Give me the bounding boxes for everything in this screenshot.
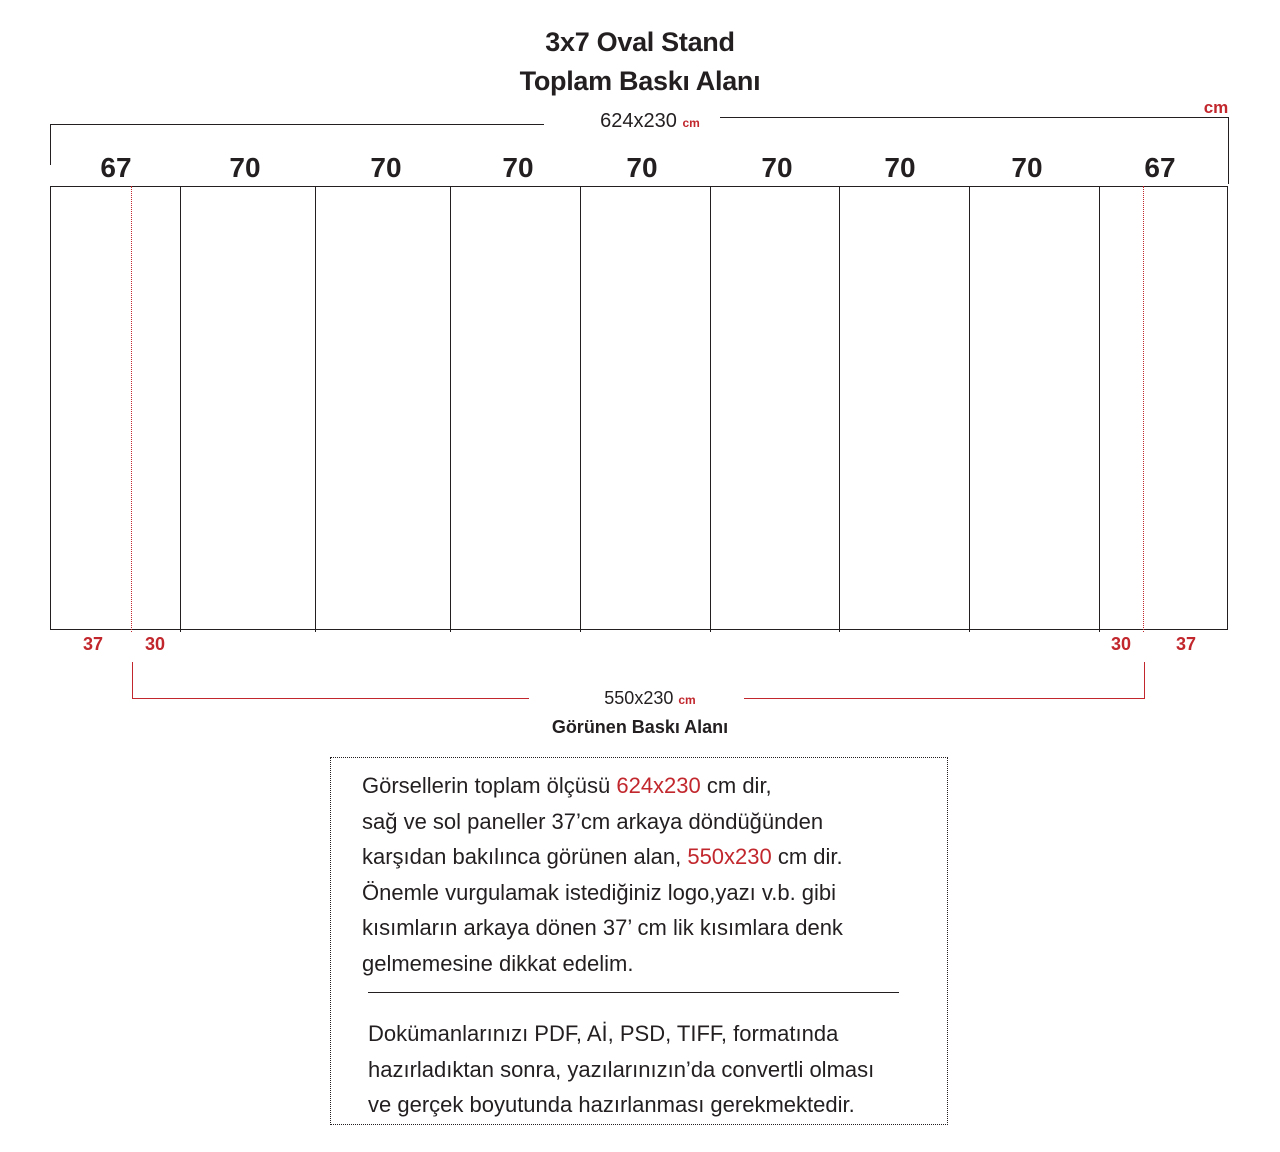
left-fold-line (131, 186, 132, 632)
panel-divider (710, 186, 711, 632)
panel-width-label: 70 (761, 152, 793, 183)
panel-divider (839, 186, 840, 632)
panel-divider (969, 186, 970, 632)
panel-divider (180, 186, 181, 632)
info-text: karşıdan bakılınca görünen alan, (362, 844, 688, 870)
right-outer-fold-value: 37 (1175, 634, 1197, 654)
visible-dimension-line-right (744, 662, 1145, 699)
info-line (362, 839, 922, 875)
info-line: Önemle vurgulamak istediğiniz logo,yazı v.b. gibi (362, 879, 837, 905)
total-dimension-label (560, 110, 740, 133)
info-line: ve gerçek boyutunda hazırlanması gerekmektedir. (368, 1092, 855, 1118)
format-paragraph (368, 1016, 938, 1123)
visible-dimension-unit: cm (678, 693, 696, 707)
panel-width-label: 70 (370, 152, 402, 183)
info-separator (368, 992, 899, 993)
info-text: cm dir, (700, 773, 772, 798)
total-dimension-value: 624x230 (600, 110, 677, 132)
visible-area-title: Görünen Baskı Alanı (551, 717, 729, 737)
panel-divider (315, 186, 316, 632)
page-title: 3x7 Oval Stand (545, 27, 735, 57)
page-subtitle: Toplam Baskı Alanı (519, 66, 761, 96)
info-line: kısımların arkaya dönen 37’ cm lik kısımlara denk (362, 915, 843, 941)
info-paragraph (362, 768, 922, 982)
panel-width-label: 70 (1011, 152, 1043, 183)
visible-dimension-label (560, 688, 740, 709)
panel-width-label: 70 (502, 152, 534, 183)
info-text: cm dir. (771, 844, 843, 870)
info-line: gelmemesine dikkat edelim. (362, 950, 634, 976)
total-size-highlight: 624x230 (616, 773, 701, 798)
panel-width-label: 70 (884, 152, 916, 183)
panel-divider (1099, 186, 1100, 632)
panel-divider (450, 186, 451, 632)
left-inner-fold-value: 30 (144, 634, 166, 654)
panel-width-label: 67 (1144, 152, 1176, 183)
total-dimension-unit: cm (682, 116, 700, 130)
right-fold-line (1143, 186, 1144, 632)
panel-width-label: 67 (100, 152, 132, 183)
panel-divider (580, 186, 581, 632)
info-line: Dokümanlarınızı PDF, Aİ, PSD, TIFF, formatında (368, 1021, 839, 1046)
visible-dimension-line-left (132, 662, 529, 699)
visible-dimension-value: 550x230 (604, 688, 674, 708)
info-line: hazırladıktan sonra, yazılarınızın’da convertli olması (368, 1056, 875, 1082)
print-area-outline (50, 186, 1228, 630)
info-line: sağ ve sol paneller 37’cm arkaya döndüğünden (362, 808, 824, 834)
info-line (362, 768, 922, 804)
visible-size-highlight: 550x230 (687, 844, 772, 870)
info-text: Görsellerin toplam ölçüsü (362, 773, 617, 798)
corner-unit-label: cm (1203, 98, 1229, 117)
right-inner-fold-value: 30 (1110, 634, 1132, 654)
left-outer-fold-value: 37 (82, 634, 104, 654)
panel-width-label: 70 (626, 152, 658, 183)
panel-width-label: 70 (229, 152, 261, 183)
